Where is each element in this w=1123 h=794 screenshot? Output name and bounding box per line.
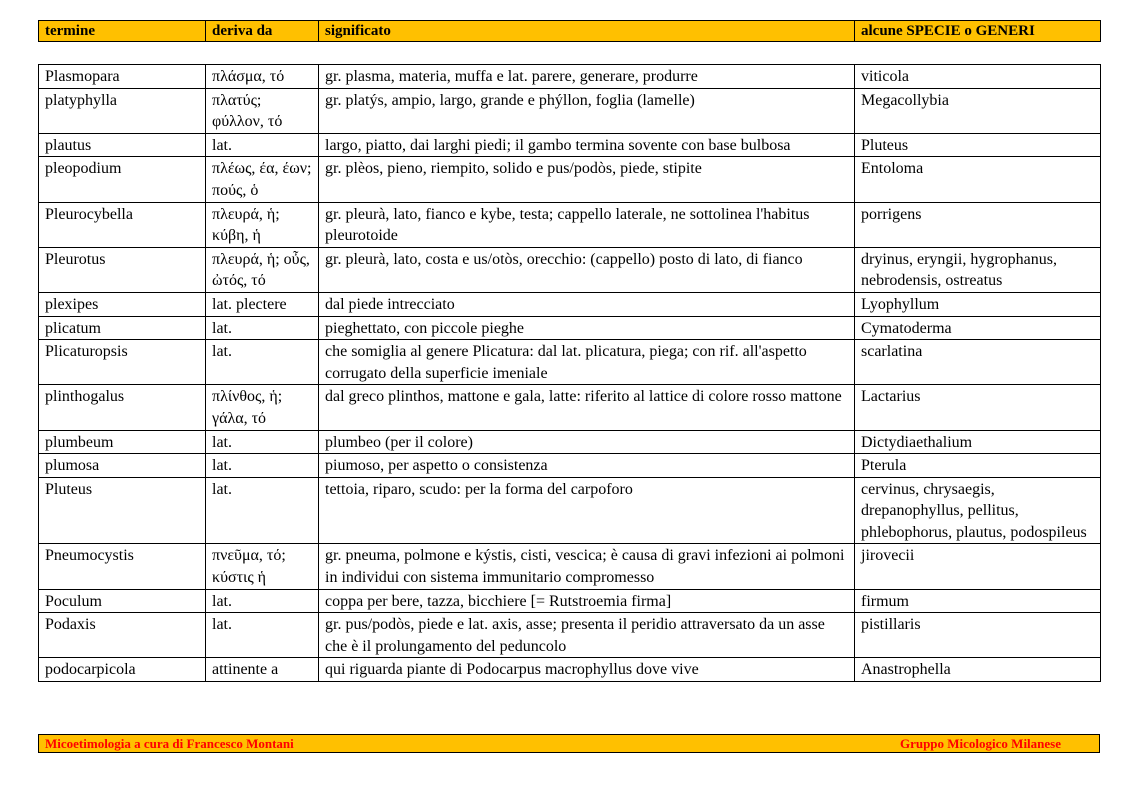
- header-deriva-da: deriva da: [206, 21, 319, 42]
- cell-termine: plexipes: [39, 292, 206, 316]
- cell-specie: dryinus, eryngii, hygrophanus, nebrodensis, ostreatus: [855, 247, 1101, 292]
- cell-termine: plautus: [39, 133, 206, 157]
- table-row: [39, 430, 1101, 454]
- cell-deriva-da: attinente a: [206, 658, 319, 682]
- cell-deriva-da: lat.: [206, 340, 319, 385]
- cell-deriva-da: lat.: [206, 430, 319, 454]
- table-row: [39, 65, 1101, 89]
- cell-significato: gr. platýs, ampio, largo, grande e phýllon, foglia (lamelle): [319, 88, 855, 133]
- cell-termine: Plasmopara: [39, 65, 206, 89]
- table-row: [39, 658, 1101, 682]
- table-row: [39, 454, 1101, 478]
- cell-termine: Pleurotus: [39, 247, 206, 292]
- cell-deriva-da: πλατύς; φύλλον, τό: [206, 88, 319, 133]
- cell-termine: Pneumocystis: [39, 544, 206, 589]
- cell-deriva-da: lat.: [206, 589, 319, 613]
- cell-significato: piumoso, per aspetto o consistenza: [319, 454, 855, 478]
- footer-bar: [38, 734, 1100, 753]
- cell-specie: Cymatoderma: [855, 316, 1101, 340]
- cell-significato: che somiglia al genere Plicatura: dal lat. plicatura, piega; con rif. all'aspetto corrugato della superficie imeniale: [319, 340, 855, 385]
- cell-specie: Entoloma: [855, 157, 1101, 202]
- cell-specie: porrigens: [855, 202, 1101, 247]
- cell-termine: Poculum: [39, 589, 206, 613]
- cell-termine: plinthogalus: [39, 385, 206, 430]
- cell-significato: gr. pleurà, lato, costa e us/otòs, orecchio: (cappello) posto di lato, di fianco: [319, 247, 855, 292]
- cell-termine: pleopodium: [39, 157, 206, 202]
- table-row: [39, 292, 1101, 316]
- cell-deriva-da: πλευρά, ἡ; κύβη, ἡ: [206, 202, 319, 247]
- cell-specie: pistillaris: [855, 613, 1101, 658]
- header-termine: termine: [39, 21, 206, 42]
- cell-significato: tettoia, riparo, scudo: per la forma del carpoforo: [319, 477, 855, 544]
- cell-specie: Dictydiaethalium: [855, 430, 1101, 454]
- table-row: [39, 544, 1101, 589]
- cell-deriva-da: lat.: [206, 133, 319, 157]
- cell-deriva-da: lat. plectere: [206, 292, 319, 316]
- cell-specie: viticola: [855, 65, 1101, 89]
- cell-termine: Pleurocybella: [39, 202, 206, 247]
- cell-deriva-da: πλέως, έα, έων; πούς, ὁ: [206, 157, 319, 202]
- cell-deriva-da: lat.: [206, 613, 319, 658]
- cell-specie: Pluteus: [855, 133, 1101, 157]
- cell-specie: Lyophyllum: [855, 292, 1101, 316]
- footer-author: Micoetimologia a cura di Francesco Montani: [45, 735, 294, 751]
- cell-specie: cervinus, chrysaegis, drepanophyllus, pellitus, phlebophorus, plautus, podospileus: [855, 477, 1101, 544]
- table-row: [39, 133, 1101, 157]
- cell-termine: plumbeum: [39, 430, 206, 454]
- header-significato: significato: [319, 21, 855, 42]
- cell-significato: gr. plasma, materia, muffa e lat. parere, generare, produrre: [319, 65, 855, 89]
- cell-termine: Pluteus: [39, 477, 206, 544]
- cell-termine: Podaxis: [39, 613, 206, 658]
- cell-termine: plicatum: [39, 316, 206, 340]
- table-row: [39, 385, 1101, 430]
- cell-specie: jirovecii: [855, 544, 1101, 589]
- cell-termine: plumosa: [39, 454, 206, 478]
- cell-specie: firmum: [855, 589, 1101, 613]
- cell-significato: largo, piatto, dai larghi piedi; il gambo termina sovente con base bulbosa: [319, 133, 855, 157]
- cell-deriva-da: πλίνθος, ἡ; γάλα, τό: [206, 385, 319, 430]
- cell-significato: coppa per bere, tazza, bicchiere [= Rutstroemia firma]: [319, 589, 855, 613]
- table-row: [39, 316, 1101, 340]
- table-row: [39, 340, 1101, 385]
- cell-deriva-da: πλάσμα, τό: [206, 65, 319, 89]
- cell-termine: platyphylla: [39, 88, 206, 133]
- cell-deriva-da: lat.: [206, 477, 319, 544]
- column-header-bar: [38, 20, 1101, 42]
- cell-specie: Anastrophella: [855, 658, 1101, 682]
- cell-deriva-da: lat.: [206, 316, 319, 340]
- cell-significato: gr. pleurà, lato, fianco e kybe, testa; cappello laterale, ne sottolinea l'habitus pleurotoide: [319, 202, 855, 247]
- header-row: [39, 21, 1101, 42]
- cell-deriva-da: πλευρά, ἡ; οὖς, ὠτός, τό: [206, 247, 319, 292]
- cell-significato: pieghettato, con piccole pieghe: [319, 316, 855, 340]
- table-row: [39, 157, 1101, 202]
- table-row: [39, 88, 1101, 133]
- cell-significato: dal greco plinthos, mattone e gala, latte: riferito al lattice di colore rosso mattone: [319, 385, 855, 430]
- table-row: [39, 477, 1101, 544]
- cell-termine: podocarpicola: [39, 658, 206, 682]
- cell-significato: plumbeo (per il colore): [319, 430, 855, 454]
- header-specie-generi: alcune SPECIE o GENERI: [855, 21, 1101, 42]
- cell-significato: gr. pneuma, polmone e kýstis, cisti, vescica; è causa di gravi infezioni ai polmoni in individui con sistema immunitario compromesso: [319, 544, 855, 589]
- table-row: [39, 613, 1101, 658]
- table-row: [39, 202, 1101, 247]
- cell-significato: gr. pus/podòs, piede e lat. axis, asse; presenta il peridio attraversato da un asse che è il prolungamento del peduncolo: [319, 613, 855, 658]
- table-row: [39, 247, 1101, 292]
- cell-specie: Lactarius: [855, 385, 1101, 430]
- cell-termine: Plicaturopsis: [39, 340, 206, 385]
- footer-group: Gruppo Micologico Milanese: [899, 735, 1061, 751]
- cell-significato: dal piede intrecciato: [319, 292, 855, 316]
- cell-significato: qui riguarda piante di Podocarpus macrophyllus dove vive: [319, 658, 855, 682]
- cell-significato: gr. plèos, pieno, riempito, solido e pus/podòs, piede, stipite: [319, 157, 855, 202]
- cell-deriva-da: lat.: [206, 454, 319, 478]
- glossary-table: [38, 64, 1101, 682]
- cell-specie: scarlatina: [855, 340, 1101, 385]
- cell-deriva-da: πνεῦμα, τό; κύστις ἡ: [206, 544, 319, 589]
- cell-specie: Pterula: [855, 454, 1101, 478]
- cell-specie: Megacollybia: [855, 88, 1101, 133]
- table-row: [39, 589, 1101, 613]
